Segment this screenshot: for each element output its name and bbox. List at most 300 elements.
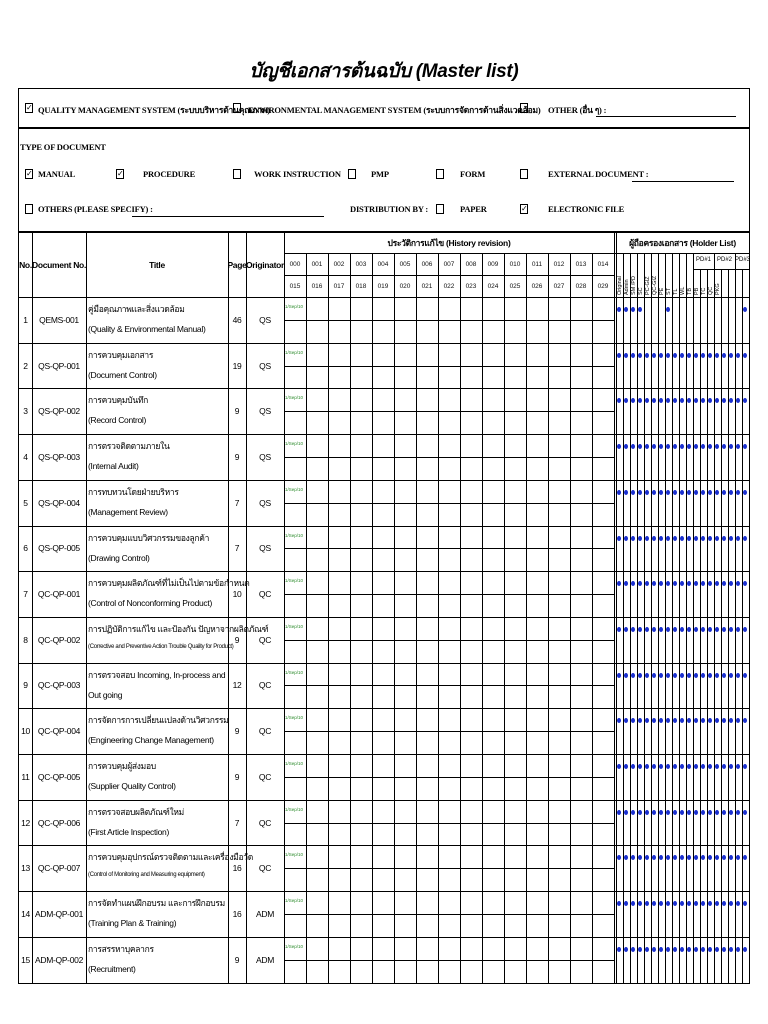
holder-dot [624, 444, 628, 449]
row-top-line [19, 617, 749, 618]
holder-dot [715, 581, 719, 586]
page-count: 46 [232, 314, 242, 325]
holder-dot [638, 581, 642, 586]
row-number: 6 [23, 543, 28, 554]
title-english: (Control of Monitoring and Measuring equipment) [88, 872, 205, 879]
holder-dot [715, 901, 719, 906]
revision-date-mark: 1/Sep/10 [285, 852, 304, 858]
master-list-table [18, 232, 750, 984]
row-mid-line [284, 685, 614, 686]
originator: ADM [256, 954, 274, 965]
holder-dot [701, 764, 705, 769]
holder-dot [624, 490, 628, 495]
holder-dot [638, 444, 642, 449]
holder-dot [617, 490, 621, 495]
row-number: 1 [23, 314, 28, 325]
row-mid-line [284, 960, 614, 961]
holder-code: TL [673, 288, 679, 295]
rev-number: 029 [597, 282, 609, 290]
holder-dot [743, 307, 747, 312]
holder-dot [638, 901, 642, 906]
holder-dot [659, 673, 663, 678]
title-thai: การตรวจสอบผลิตภัณฑ์ใหม่ [88, 806, 184, 817]
holder-dot [617, 810, 621, 815]
holder-dot [722, 764, 726, 769]
title-thai: การทบทวนโดยฝ่ายบริหาร [88, 486, 179, 497]
holder-dot [736, 947, 740, 952]
originator: QS [259, 451, 271, 462]
rev-column-divider [438, 253, 439, 983]
others-checkbox[interactable] [25, 204, 33, 214]
title-english: (Corrective and Preventive Action Trouble Quality for Product) [88, 643, 234, 650]
holder-dot [694, 764, 698, 769]
form-checkbox[interactable] [436, 169, 444, 179]
holder-dot [617, 398, 621, 403]
holder-dot [708, 444, 712, 449]
holder-dot [729, 490, 733, 495]
holder-dot [673, 353, 677, 358]
holder-dot [652, 353, 656, 358]
revision-date-mark: 1/Sep/10 [285, 486, 304, 492]
holder-dot [631, 581, 635, 586]
holder-dot [645, 444, 649, 449]
title-english: (Management Review) [88, 506, 168, 517]
manual-checkbox[interactable]: ✓ [26, 169, 33, 178]
holder-dot [715, 627, 719, 632]
holder-dot [743, 581, 747, 586]
document-number: QC-QP-005 [37, 771, 81, 782]
holder-dot [736, 718, 740, 723]
holder-dot [715, 764, 719, 769]
doc-type-box [18, 128, 750, 232]
other-checkbox[interactable] [520, 103, 528, 113]
title-thai: คู่มือคุณภาพและสิ่งแวดล้อม [88, 304, 185, 314]
holder-dot [743, 855, 747, 860]
holder-dot [687, 353, 691, 358]
other-input[interactable] [596, 116, 736, 117]
holder-dot [708, 353, 712, 358]
holder-dot [652, 947, 656, 952]
row-number: 3 [23, 406, 28, 417]
holder-dot [638, 718, 642, 723]
holder-dot [652, 398, 656, 403]
holder-dot [701, 947, 705, 952]
pd-group-label: PD#3 [735, 257, 751, 263]
holder-dot [687, 901, 691, 906]
holder-dot [743, 490, 747, 495]
holder-dot [617, 855, 621, 860]
holder-dot [680, 947, 684, 952]
holder-dot [673, 673, 677, 678]
row-number: 7 [23, 589, 28, 600]
holder-dot [722, 901, 726, 906]
holder-dot [624, 901, 628, 906]
holder-dot [638, 627, 642, 632]
holder-dot [673, 398, 677, 403]
rev-number: 011 [531, 260, 543, 268]
holder-dot [631, 490, 635, 495]
holder-dot [680, 810, 684, 815]
rev-number: 012 [553, 260, 565, 268]
holder-dot [708, 810, 712, 815]
holder-dot [736, 444, 740, 449]
holder-dot [617, 901, 621, 906]
rev-number: 025 [509, 282, 521, 290]
holder-dot [680, 581, 684, 586]
rev-number: 002 [333, 260, 345, 268]
holder-dot [631, 536, 635, 541]
rev-number: 026 [531, 282, 543, 290]
holder-dot [666, 764, 670, 769]
holder-dot [638, 398, 642, 403]
holder-dot [624, 718, 628, 723]
holder-dot [631, 901, 635, 906]
holder-dot [708, 673, 712, 678]
procedure-checkbox[interactable]: ✓ [117, 169, 124, 178]
originator: QC [258, 726, 272, 737]
holder-dot [645, 855, 649, 860]
holder-dot [736, 490, 740, 495]
col-title-header: Title [149, 260, 165, 270]
rev-number: 001 [311, 260, 323, 268]
rev-column-divider [570, 253, 571, 983]
holder-dot [708, 764, 712, 769]
document-number: QC-QP-002 [37, 634, 81, 645]
holder-dot [722, 627, 726, 632]
originator: QC [258, 589, 272, 600]
holder-dot [631, 947, 635, 952]
holder-dot [701, 855, 705, 860]
holder-dot [631, 444, 635, 449]
holder-dot [701, 353, 705, 358]
title-english: (Control of Nonconforming Product) [88, 598, 212, 609]
holder-dot [701, 718, 705, 723]
holder-dot [666, 947, 670, 952]
holder-dot [736, 673, 740, 678]
holder-dot [624, 581, 628, 586]
holder-dot [680, 764, 684, 769]
holder-code: PKG [715, 283, 721, 295]
rev-column-divider [416, 253, 417, 983]
holder-dot [694, 855, 698, 860]
holder-dot [736, 855, 740, 860]
holder-dot [715, 353, 719, 358]
holder-dot [715, 855, 719, 860]
holder-dot [722, 536, 726, 541]
rev-column-divider [372, 253, 373, 983]
row-top-line [19, 845, 749, 846]
holder-dot [659, 901, 663, 906]
revision-date-mark: 1/Sep/10 [285, 578, 304, 584]
holder-dot [729, 353, 733, 358]
holder-dot [624, 673, 628, 678]
holder-dot [638, 855, 642, 860]
holder-dot [631, 855, 635, 860]
doc-type-heading: TYPE OF DOCUMENT [20, 142, 106, 152]
title-english: (Document Control) [88, 369, 157, 380]
holder-dot [659, 718, 663, 723]
holder-dot [673, 627, 677, 632]
row-top-line [19, 708, 749, 709]
holder-dot [617, 718, 621, 723]
holder-dot [631, 718, 635, 723]
page-count: 10 [232, 589, 242, 600]
holder-dot [694, 810, 698, 815]
holder-dot [694, 536, 698, 541]
distribution-label: DISTRIBUTION BY : [350, 204, 428, 214]
col-no-header: No. [19, 260, 32, 270]
work-instruction-label: WORK INSTRUCTION [254, 169, 341, 179]
holder-dot [645, 581, 649, 586]
rev-column-divider [328, 253, 329, 983]
holder-dot [652, 444, 656, 449]
holder-dot [736, 810, 740, 815]
holder-dot [715, 536, 719, 541]
holder-dot [666, 855, 670, 860]
holder-code: TB [687, 287, 693, 295]
holder-dot [722, 353, 726, 358]
row-mid-line [284, 411, 614, 412]
document-number: QC-QP-006 [37, 817, 81, 828]
holder-dot [638, 810, 642, 815]
holder-dot [701, 581, 705, 586]
others-input[interactable] [132, 216, 324, 217]
holder-dot [652, 627, 656, 632]
holder-code: QC-GIZ [652, 275, 658, 295]
holder-dot [666, 353, 670, 358]
document-number: QC-QP-007 [37, 863, 81, 874]
external-checkbox[interactable] [520, 169, 528, 179]
holder-dot [708, 581, 712, 586]
holder-dot [673, 490, 677, 495]
holder-dot [645, 398, 649, 403]
holder-dot [729, 718, 733, 723]
document-number: QS-QP-005 [38, 543, 80, 554]
holder-dot [652, 581, 656, 586]
holder-header: ผู้ถือครองเอกสาร (Holder List) [629, 238, 736, 248]
holder-code: PE [659, 287, 665, 295]
revision-date-mark: 1/Sep/10 [285, 898, 304, 904]
title-thai: การตรวจสอบ Incoming, In-process and [88, 669, 226, 680]
holder-dot [715, 398, 719, 403]
document-number: QS-QP-002 [38, 406, 80, 417]
holder-dot [736, 627, 740, 632]
qms-checkbox[interactable]: ✓ [26, 103, 33, 112]
holder-dot [743, 810, 747, 815]
ems-checkbox[interactable] [233, 103, 241, 113]
page-count: 7 [234, 817, 240, 828]
holder-dot [659, 810, 663, 815]
holder-dot [645, 947, 649, 952]
row-top-line [19, 343, 749, 344]
holder-dot [680, 536, 684, 541]
holder-dot [652, 536, 656, 541]
row-mid-line [284, 320, 614, 321]
holder-dot [624, 353, 628, 358]
holder-dot [715, 718, 719, 723]
pd-group-label: PD#2 [716, 257, 732, 263]
holder-dot [729, 581, 733, 586]
holder-dot [743, 353, 747, 358]
revision-date-mark: 1/Sep/10 [285, 669, 304, 675]
revision-date-mark: 1/Sep/10 [285, 532, 304, 538]
holder-dot [666, 581, 670, 586]
row-number: 10 [21, 726, 30, 737]
title-thai: การควบคุมแบบวิศวกรรมของลูกค้า [88, 532, 210, 543]
row-top-line [19, 297, 749, 298]
row-number: 9 [23, 680, 28, 691]
holder-dot [687, 810, 691, 815]
holder-dot [673, 581, 677, 586]
history-header: ประวัติการแก้ไข (History revision) [387, 238, 511, 248]
row-number: 13 [21, 863, 30, 874]
originator: QS [259, 543, 271, 554]
holder-code: TC [701, 287, 707, 295]
row-top-line [19, 754, 749, 755]
holder-column-divider [644, 253, 645, 983]
row-mid-line [284, 503, 614, 504]
holder-dot [743, 673, 747, 678]
holder-column-divider [721, 269, 722, 983]
page-count: 9 [234, 771, 240, 782]
originator: QS [259, 360, 271, 371]
holder-dot [694, 353, 698, 358]
holder-dot [673, 444, 677, 449]
holder-dot [715, 810, 719, 815]
holder-dot [722, 444, 726, 449]
col-originator-header: Originator [245, 260, 285, 270]
holder-dot [645, 490, 649, 495]
holder-dot [624, 810, 628, 815]
holder-dot [694, 581, 698, 586]
holder-dot [645, 627, 649, 632]
holder-dot [631, 810, 635, 815]
holder-dot [729, 947, 733, 952]
column-divider [614, 233, 615, 983]
holder-dot [652, 901, 656, 906]
holder-code: Original [617, 276, 623, 295]
row-number: 5 [23, 497, 28, 508]
rev-number: 000 [289, 260, 301, 268]
holder-dot [652, 490, 656, 495]
work-instruction-checkbox[interactable] [233, 169, 241, 179]
holder-dot [631, 673, 635, 678]
holder-dot [729, 901, 733, 906]
page-count: 9 [234, 406, 240, 417]
row-number: 8 [23, 634, 28, 645]
document-number: QC-QP-001 [37, 589, 81, 600]
holder-dot [687, 490, 691, 495]
holder-dot [631, 398, 635, 403]
rev-number: 018 [355, 282, 367, 290]
other-label: OTHER (อื่น ๆ) : [548, 105, 607, 115]
col-docno-header: Document No. [32, 260, 87, 270]
form-label: FORM [460, 169, 486, 179]
row-mid-line [284, 640, 614, 641]
column-divider [284, 233, 285, 983]
holder-dot [729, 855, 733, 860]
row-mid-line [284, 777, 614, 778]
rev-number: 006 [421, 260, 433, 268]
revision-date-mark: 1/Sep/10 [285, 715, 304, 721]
rev-number: 009 [487, 260, 499, 268]
rev-column-divider [460, 253, 461, 983]
holder-dot [743, 901, 747, 906]
holder-dot [666, 536, 670, 541]
holder-dot [687, 673, 691, 678]
originator: ADM [256, 908, 274, 919]
holder-code: PB [694, 287, 700, 295]
rev-number: 022 [443, 282, 455, 290]
holder-dot [666, 673, 670, 678]
holder-column-divider [707, 269, 708, 983]
manual-label: MANUAL [38, 169, 76, 179]
external-input[interactable] [632, 181, 734, 182]
revision-date-mark: 1/Sep/10 [285, 304, 304, 309]
title-english: (Quality & Environmental Manual) [88, 324, 206, 334]
holder-dot [680, 901, 684, 906]
rev-number: 008 [465, 260, 477, 268]
page-count: 9 [234, 634, 240, 645]
rev-number: 019 [377, 282, 389, 290]
holder-dot [624, 536, 628, 541]
pd-group-label: PD#1 [695, 257, 711, 263]
title-thai: การจัดการการเปลี่ยนแปลงด้านวิศวกรรม [88, 715, 229, 726]
holder-dot [652, 718, 656, 723]
originator: QC [258, 634, 272, 645]
holder-dot [645, 718, 649, 723]
row-mid-line [284, 594, 614, 595]
document-number: QC-QP-004 [37, 726, 81, 737]
holder-dot [645, 901, 649, 906]
holder-column-divider [651, 253, 652, 983]
holder-dot [743, 536, 747, 541]
holder-dot [638, 307, 642, 312]
holder-dot [722, 398, 726, 403]
holder-dot [722, 855, 726, 860]
holder-code: SC [638, 287, 644, 295]
title-english: (Record Control) [88, 415, 147, 426]
holder-dot [736, 536, 740, 541]
title-english: (Training Plan & Training) [88, 918, 177, 929]
holder-dot [680, 855, 684, 860]
pmp-checkbox[interactable] [348, 169, 356, 179]
electronic-checkbox[interactable]: ✓ [521, 204, 528, 213]
holder-dot [743, 947, 747, 952]
rev-number: 015 [289, 282, 301, 290]
title-thai: การควบคุมเอกสาร [88, 349, 154, 360]
originator: QC [258, 817, 272, 828]
holder-dot [659, 947, 663, 952]
originator: QC [258, 771, 272, 782]
holder-dot [680, 627, 684, 632]
holder-dot [701, 901, 705, 906]
title-thai: การจัดทำแผนฝึกอบรม และการฝึกอบรม [88, 898, 225, 909]
holder-dot [701, 536, 705, 541]
holder-column-divider [735, 253, 736, 983]
holder-dot [666, 627, 670, 632]
holder-dot [659, 398, 663, 403]
document-number: QS-QP-003 [38, 451, 80, 462]
holder-dot [673, 536, 677, 541]
holder-column-divider [658, 253, 659, 983]
row-mid-line [284, 823, 614, 824]
holder-dot [673, 855, 677, 860]
row-mid-line [284, 457, 614, 458]
paper-checkbox[interactable] [436, 204, 444, 214]
row-top-line [19, 937, 749, 938]
holder-dot [694, 901, 698, 906]
